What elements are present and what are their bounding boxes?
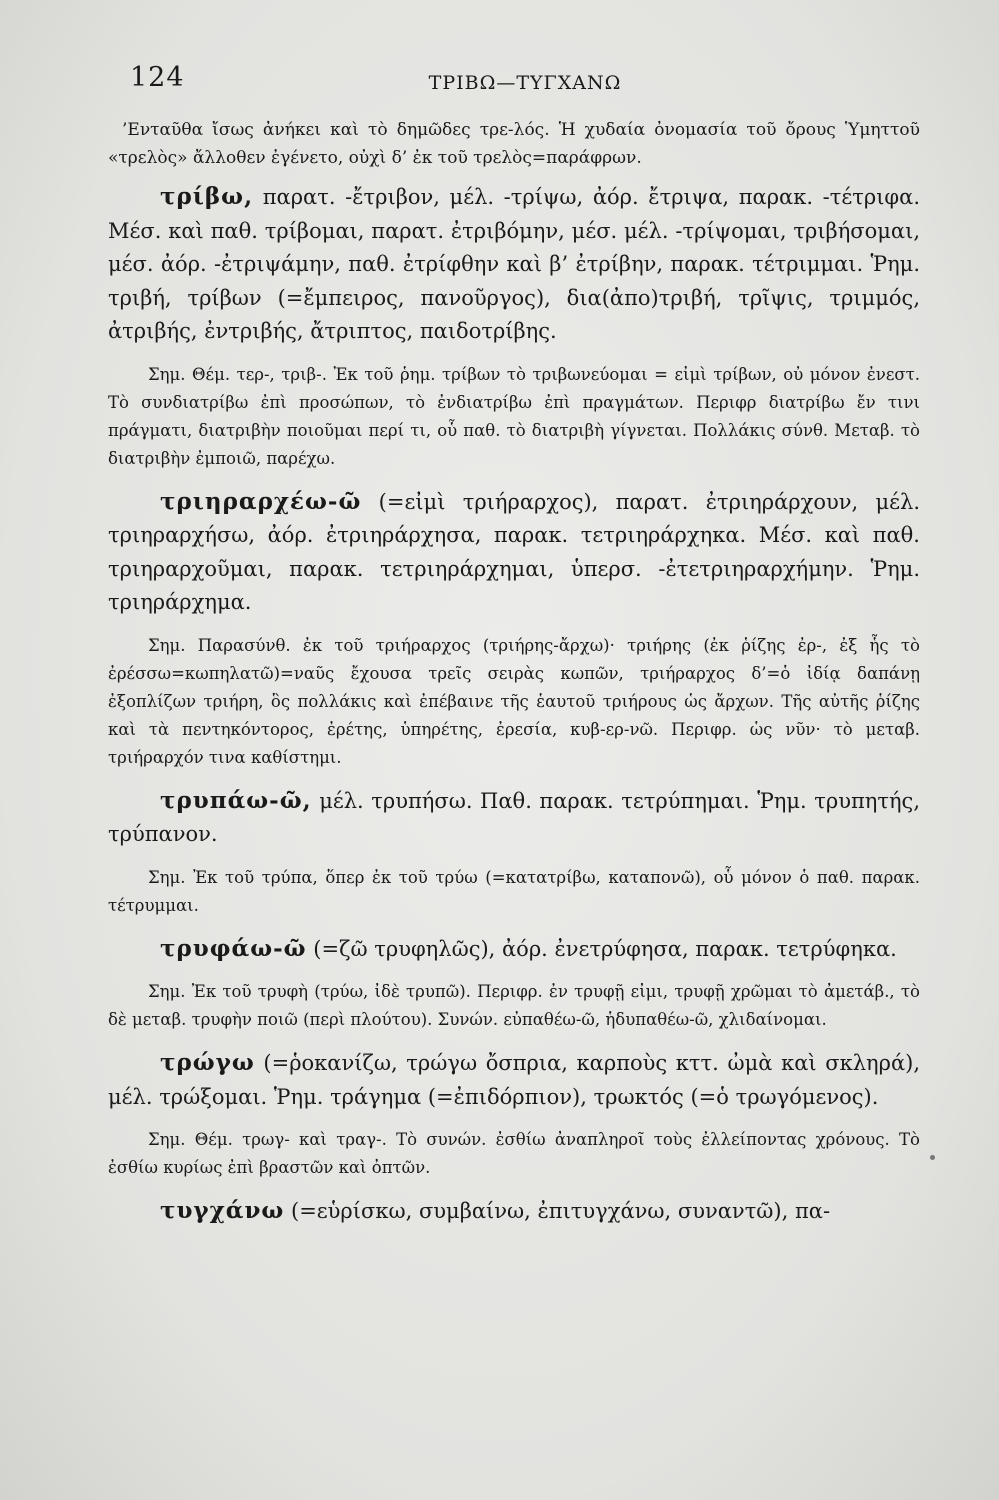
entry-headword: τρώγω	[160, 1049, 255, 1076]
entry-note: Σημ. Ἐκ τοῦ τρυφὴ (τρύω, ἰδὲ τρυπῶ). Περιφρ. ἐν τρυφῇ εἰμι, τρυφῇ χρῶμαι τὸ ἀμετάβ., τὸ δὲ μεταβ. τρυφὴν ποιῶ (περὶ πλούτου). Συνών. εὐπαθέω-ῶ, ἡδυπαθέω-ῶ, χλιδαίνομαι.	[108, 982, 920, 1029]
entry-trierarcheo	[108, 485, 920, 620]
entry-text: (=εὑρίσκω, συμβαίνω, ἐπιτυγχάνω, συναντῶ), πα-	[291, 1199, 831, 1223]
entry-headword: τρίβω,	[160, 183, 254, 210]
running-head: ΤΡΙΒΩ—ΤΥΓΧΑΝΩ	[428, 72, 622, 94]
intro-paragraph: ’Ενταῦθα ἴσως ἀνήκει καὶ τὸ δημῶδες τρε-λός. Ἡ χυδαία ὀνομασία τοῦ ὄρους Ὑμηττοῦ «τρελὸς» ἄλλοθεν ἐγένετο, οὐχὶ δ’ ἐκ τοῦ τρελὸς=παράφρων.	[108, 120, 920, 168]
entry-text: (=ζῶ τρυφηλῶς), ἀόρ. ἐνετρύφησα, παρακ. τετρύφηκα.	[313, 936, 897, 961]
entry-tygchano	[108, 1194, 920, 1229]
page-number: 124	[130, 62, 185, 93]
entry-tryfao	[108, 932, 920, 967]
entry-tribo	[108, 180, 920, 349]
entry-trogo	[108, 1046, 920, 1114]
entry-text: παρατ. -ἔτριβον, μέλ. -τρίψω, ἀόρ. ἔτριψα, παρακ. -τέτριφα. Μέσ. καὶ παθ. τρίβομαι, παρατ. ἐτριβόμην, μέσ. μέλ. -τρίψομαι, τριβήσομαι, μέσ. ἀόρ. -ἐτριψάμην, παθ. ἐτρίφθην καὶ β’ ἐτρίβην, παρακ. τέτριμμαι. Ῥημ. τριβή, τρίβων (=ἔμπειρος, πανοῦργος), δια(ἀπο)τριβή, τρῖψις, τριμμός, ἀτριβής, ἐντριβής, ἄτριπτος, παιδοτρίβης.	[108, 185, 920, 343]
entry-headword: τρυφάω-ῶ	[160, 934, 307, 962]
entry-note: Σημ. Θέμ. τρωγ- καὶ τραγ-. Τὸ συνών. ἐσθίω ἀναπληροῖ τοὺς ἐλλείποντας χρόνους. Τὸ ἐσθίω κυρίως ἐπὶ βραστῶν καὶ ὀπτῶν.	[108, 1130, 920, 1177]
page-header	[130, 62, 920, 102]
entry-note: Σημ. Ἐκ τοῦ τρύπα, ὅπερ ἐκ τοῦ τρύω (=κατατρίβω, καταπονῶ), οὗ μόνον ὁ παθ. παρακ. τέτρυμμαι.	[108, 867, 920, 915]
entry-headword: τρυπάω-ῶ,	[160, 786, 312, 814]
page-body	[108, 116, 920, 1229]
entry-text: (=εἰμὶ τριήραρχος), παρατ. ἐτριηράρχουν, μέλ. τριηραρχήσω, ἀόρ. ἐτριηράρχησα, παρακ. τετριηράρχηκα. Μέσ. καὶ παθ. τριηραρχοῦμαι, παρακ. τετριηράρχημαι, ὑπερσ. -ἐτετριηραρχήμην. Ῥημ. τριηράρχημα.	[108, 489, 920, 614]
entry-note: Σημ. Θέμ. τερ-, τριβ-. Ἐκ τοῦ ῥημ. τρίβων τὸ τριβωνεύομαι = εἰμὶ τρίβων, οὐ μόνον ἐνεστ. Τὸ συνδιατρίβω ἐπὶ προσώπων, τὸ ἐνδιατρίβω ἐπὶ πραγμάτων. Περιφρ διατρίβω ἔν τινι πράγματι, διατριβὴν ποιοῦμαι περί τι, οὗ παθ. τὸ διατριβὴ γίγνεται. Πολλάκις σύνθ. Μεταβ. τὸ διατριβὴν ἐμποιῶ, παρέχω.	[108, 364, 920, 468]
entry-text: (=ῥοκανίζω, τρώγω ὄσπρια, καρποὺς κττ. ὠμὰ καὶ σκληρά), μέλ. τρώξομαι. Ῥημ. τράγημα (=ἐπιδόρπιον), τρωκτός (=ὁ τρωγόμενος).	[108, 1051, 920, 1109]
entry-trypao	[108, 784, 920, 852]
entry-text: μέλ. τρυπήσω. Παθ. παρακ. τετρύπημαι. Ῥημ. τρυπητής, τρύπανον.	[108, 788, 920, 846]
entry-note: Σημ. Παρασύνθ. ἐκ τοῦ τριήραρχος (τριήρης-ἄρχω)· τριήρης (ἐκ ῥίζης ἐρ-, ἐξ ἧς τὸ ἐρέσσω=κωπηλατῶ)=ναῦς ἔχουσα τρεῖς σειρὰς κωπῶν, τριήραρχος δ’=ὁ ἰδίᾳ δαπάνῃ ἐξοπλίζων τριήρη, ὃς πολλάκις καὶ ἐπέβαινε τῆς ἑαυτοῦ τριήρους ὡς ἄρχων. Τῆς αὐτῆς ῥίζης καὶ τὰ πεντηκόντορος, ἐρέτης, ὑπηρέτης, ἐρεσία, κυβ-ερ-νῶ. Περιφρ. ὡς νῦν· τὸ μεταβ. τριήραρχόν τινα καθίστημι.	[108, 635, 920, 767]
entry-headword: τριηραρχέω-ῶ	[160, 487, 362, 515]
entry-headword: τυγχάνω	[160, 1197, 285, 1224]
ink-speck	[930, 1155, 935, 1160]
